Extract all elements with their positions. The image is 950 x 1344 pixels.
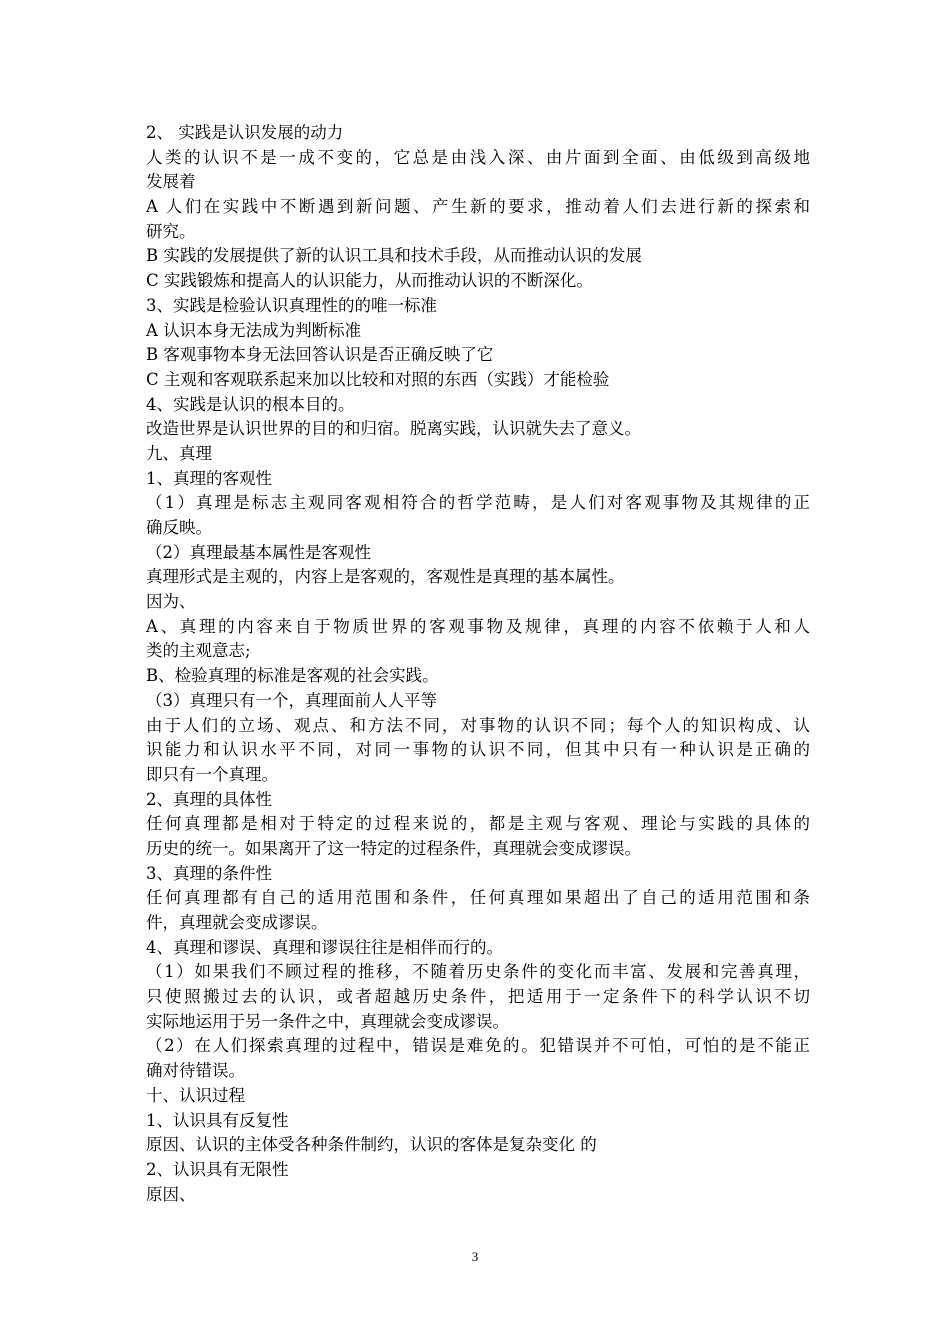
text-line: 人类的认识不是一成不变的，它总是由浅入深、由片面到全面、由低级到高级地	[146, 147, 810, 167]
text-line: C 实践锻炼和提高人的认识能力，从而推动认识的不断深化。	[146, 271, 593, 291]
text-line: A 人们在实践中不断遇到新问题、产生新的要求，推动着人们去进行新的探索和	[146, 197, 810, 217]
text-line: 确对待错误。	[146, 1061, 245, 1081]
text-line: 1、真理的客观性	[146, 468, 272, 488]
text-line: 真理形式是主观的，内容上是客观的，客观性是真理的基本属性。	[146, 567, 625, 587]
text-line: （2）在人们探索真理的过程中，错误是难免的。犯错误并不可怕，可怕的是不能正	[146, 1036, 810, 1056]
text-line: 历史的统一。如果离开了这一特定的过程条件，真理就会变成谬误。	[146, 838, 641, 858]
text-line: C 主观和客观联系起来加以比较和对照的东西（实践）才能检验	[146, 369, 610, 389]
text-line: （3）真理只有一个，真理面前人人平等	[146, 690, 437, 710]
text-line: 类的主观意志;	[146, 641, 251, 661]
text-line: 4、真理和谬误、真理和谬误往往是相伴而行的。	[146, 937, 503, 957]
text-line: 确反映。	[146, 518, 212, 537]
text-line: A、真理的内容来自于物质世界的客观事物及规律，真理的内容不依赖于人和人	[146, 616, 810, 636]
text-line: 原因、	[146, 1184, 196, 1204]
text-line: 只使照搬过去的认识，或者超越历史条件，把适用于一定条件下的科学认识不切	[146, 987, 810, 1007]
text-line: 件，真理就会变成谬误。	[146, 913, 328, 932]
text-line: 原因、认识的主体受各种条件制约，认识的客体是复杂变化 的	[146, 1135, 597, 1155]
text-line: 研究。	[146, 221, 196, 241]
text-line: 2、认识具有无限性	[146, 1159, 289, 1179]
text-line: 实际地运用于另一条件之中，真理就会变成谬误。	[146, 1011, 509, 1031]
document-body	[146, 121, 810, 1207]
text-line: 4、实践是认识的根本目的。	[146, 394, 355, 414]
text-line: 即只有一个真理。	[146, 764, 278, 784]
text-line: （1）真理是标志主观同客观相符合的哲学范畴，是人们对客观事物及其规律的正	[146, 493, 810, 513]
text-line: 改造世界是认识世界的目的和归宿。脱离实践，认识就失去了意义。	[146, 419, 641, 439]
text-line: 3、真理的条件性	[146, 863, 272, 883]
text-line: （1）如果我们不顾过程的推移，不随着历史条件的变化而丰富、发展和完善真理，	[146, 962, 810, 982]
text-line: A 认识本身无法成为判断标准	[146, 320, 362, 340]
text-line: （2）真理最基本属性是客观性	[146, 542, 371, 562]
page-number: 3	[471, 1249, 479, 1264]
text-line: B 实践的发展提供了新的认识工具和技术手段，从而推动认识的发展	[146, 246, 642, 266]
text-line: 由于人们的立场、观点、和方法不同，对事物的认识不同；每个人的知识构成、认	[146, 715, 810, 735]
text-line: 识能力和认识水平不同，对同一事物的认识不同，但其中只有一种认识是正确的	[146, 740, 810, 760]
text-line: 十、认识过程	[146, 1085, 245, 1105]
text-line: 发展着	[146, 172, 196, 192]
text-line: B、检验真理的标准是客观的社会实践。	[146, 666, 439, 686]
text-line: 2、真理的具体性	[146, 789, 272, 809]
text-line: 任何真理都是相对于特定的过程来说的，都是主观与客观、理论与实践的具体的	[146, 814, 810, 834]
text-line: 九、真理	[146, 443, 212, 463]
text-line: 任何真理都有自己的适用范围和条件，任何真理如果超出了自己的适用范围和条	[146, 888, 810, 908]
text-line: 因为、	[146, 592, 196, 612]
text-line: 2、 实践是认识发展的动力	[146, 123, 344, 142]
text-line: 1、认识具有反复性	[146, 1110, 289, 1130]
text-line: 3、实践是检验认识真理性的的唯一标准	[146, 295, 437, 315]
text-line: B 客观事物本身无法回答认识是否正确反映了它	[146, 345, 494, 365]
